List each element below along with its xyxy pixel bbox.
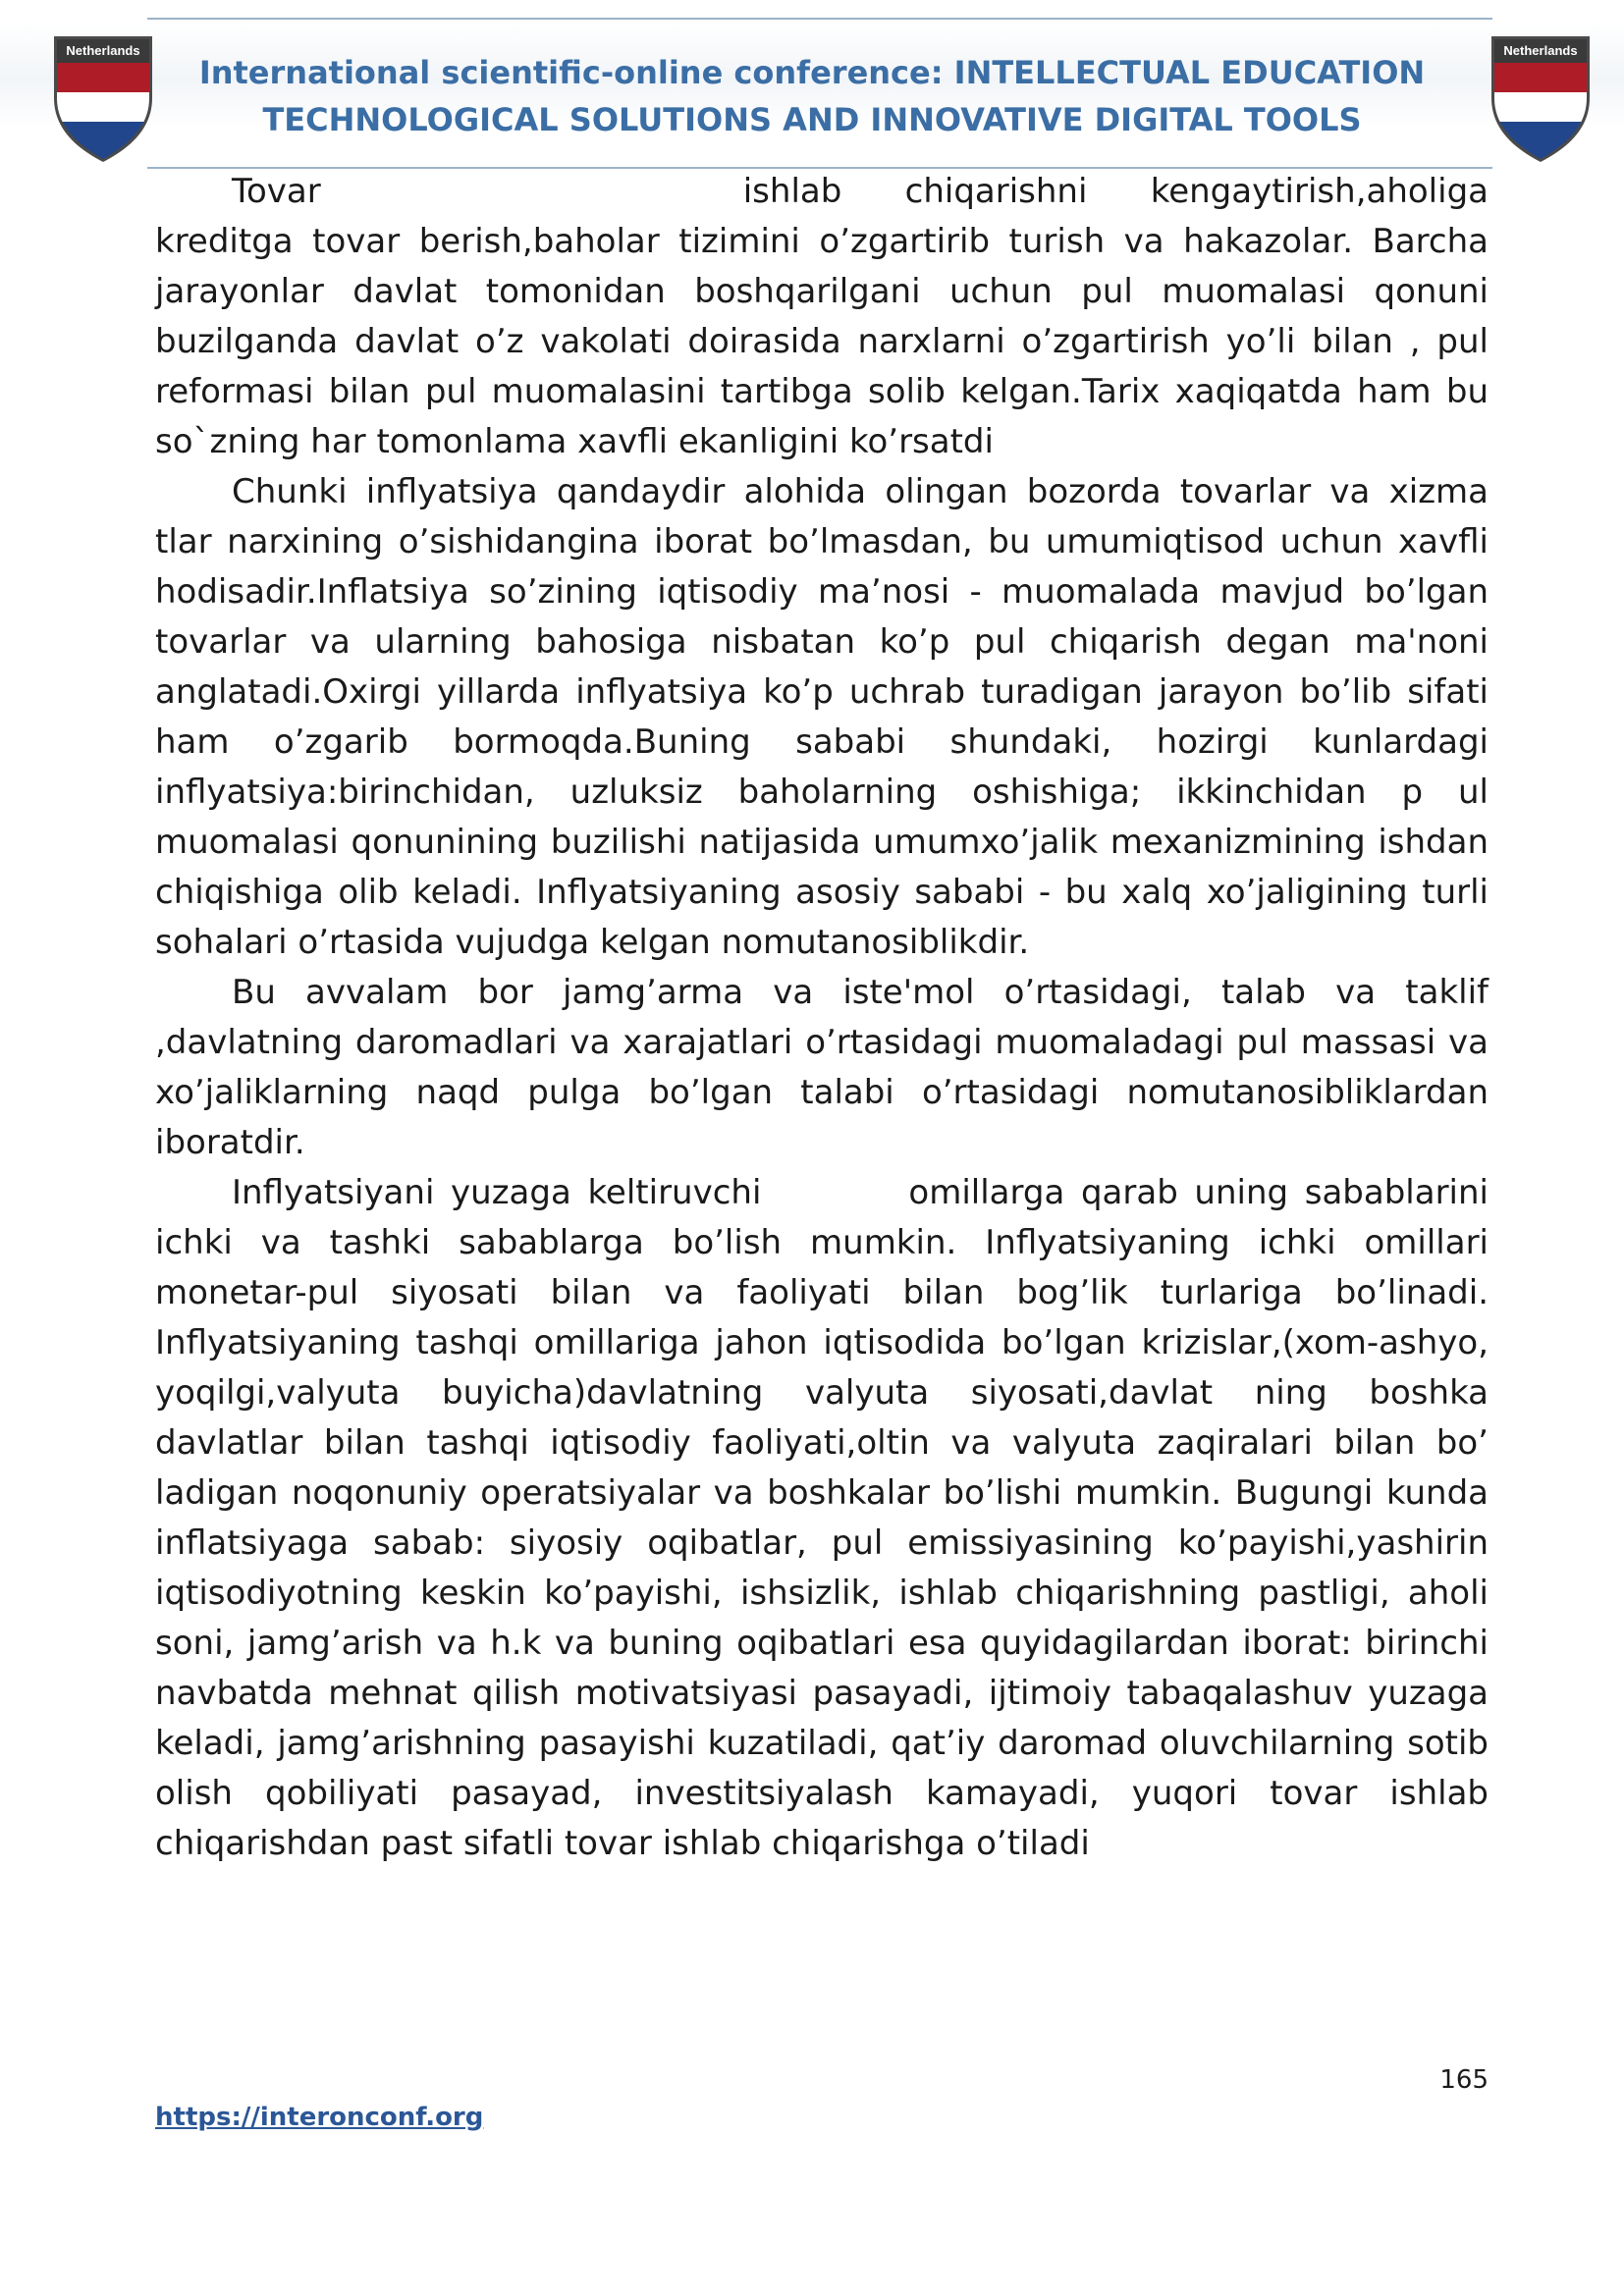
paragraph-4: [155, 1168, 1489, 1869]
paragraph-1: [155, 167, 1489, 467]
page-header: [0, 0, 1624, 167]
conference-title: [196, 49, 1428, 143]
badge-label: Netherlands: [1503, 43, 1578, 58]
conference-title-line-1: International scientific-online conference: INTELLECTUAL EDUCATION: [198, 54, 1426, 91]
conference-website-link[interactable]: https://interonconf.org: [155, 2103, 484, 2132]
paragraph-4-lead: Inflyatsiyani yuzaga keltiruvchi: [232, 1173, 762, 1212]
flag-shield-icon: [51, 33, 155, 163]
header-top-rule: [147, 18, 1492, 20]
paragraph-1-text: ishlab chiqarishni kengaytirish,aholiga kreditga tovar berish,baholar tizimini o’zgartirib turish va hakazolar. Barcha jarayonlar davlat tomonidan boshqarilgani uchun pul muomalasi qonuni buzilganda davlat o’z vakolati doirasida narxlarni o’zgartirish yo’li bilan , pul reformasi bilan pul muomalasini tartibga solib kelgan.Tarix xaqiqatda ham bu so`zning har tomonlama xavfli ekanligini ko’rsatdi: [155, 172, 1489, 461]
conference-title-line-2: TECHNOLOGICAL SOLUTIONS AND INNOVATIVE DIGITAL TOOLS: [262, 101, 1362, 138]
netherlands-flag-badge-right: [1489, 33, 1593, 163]
paragraph-4-text: omillarga qarab uning sabablarini ichki va tashki sabablarga bo’lish mumkin. Inflyatsiyaning ichki omillari monetar-pul siyosati bilan va faoliyati bilan bog’lik turlariga bo’linadi. Inflyatsiyaning tashqi omillariga jahon iqtisodida bo’lgan krizislar,(xom-ashyo, yoqilgi,valyuta buyicha)davlatning valyuta siyosati,davlat ning boshka davlatlar bilan tashqi iqtisodiy faoliyati,oltin va valyuta zaqiralari bilan bo’ ladigan noqonuniy operatsiyalar va boshkalar bo’lishi mumkin. Bugungi kunda inflatsiyaga sabab: siyosiy oqibatlar, pul emissiyasining ko’payishi,yashirin iqtisodiyotning keskin ko’payishi, ishsizlik, ishlab chiqarishning pastligi, aholi soni, jamg’arish va h.k va buning oqibatlari esa quyidagilardan iborat: birinchi navbatda mehnat qilish motivatsiyasi pasayadi, ijtimoiy tabaqalashuv yuzaga keladi, jamg’arishning pasayishi kuzatiladi, qat’iy daromad oluvchilarning sotib olish qobiliyati pasayad, investitsiyalash kamayadi, yuqori tovar ishlab chiqarishdan past sifatli tovar ishlab chiqarishga o’tiladi: [155, 1173, 1489, 1863]
article-body: [155, 167, 1489, 1869]
paragraph-2: Chunki inflyatsiya qandaydir alohida olingan bozorda tovarlar va xizma tlar narxining o’sishidangina iborat bo’lmasdan, bu umumiqtisod uchun xavfli hodisadir.Inflatsiya so’zining iqtisodiy ma’nosi - muomalada mavjud bo’lgan tovarlar va ularning bahosiga nisbatan ko’p pul chiqarish degan ma'noni anglatadi.Oxirgi yillarda inflyatsiya ko’p uchrab turadigan jarayon bo’lib sifati ham o’zgarib bormoqda.Buning sababi shundaki, hozirgi kunlardagi inflyatsiya:birinchidan, uzluksiz baholarning oshishiga; ikkinchidan p ul muomalasi qonunining buzilishi natijasida umumxo’jalik mexanizmining ishdan chiqishiga olib keladi. Inflyatsiyaning asosiy sababi - bu xalq xo’jaligining turli sohalari o’rtasida vujudga kelgan nomutanosiblikdir.: [155, 472, 1489, 962]
paragraph-1-lead: Tovar: [232, 172, 321, 211]
flag-shield-icon: [1489, 33, 1593, 163]
page-number: 165: [1439, 2065, 1489, 2095]
paragraph-3: Bu avvalam bor jamg’arma va iste'mol o’rtasidagi, talab va taklif ,davlatning daromadlari va xarajatlari o’rtasidagi muomaladagi pul massasi va xo’jaliklarning naqd pulga bo’lgan talabi o’rtasidagi nomutanosibliklardan iboratdir.: [155, 973, 1489, 1162]
netherlands-flag-badge-left: [51, 33, 155, 163]
badge-label: Netherlands: [66, 43, 140, 58]
